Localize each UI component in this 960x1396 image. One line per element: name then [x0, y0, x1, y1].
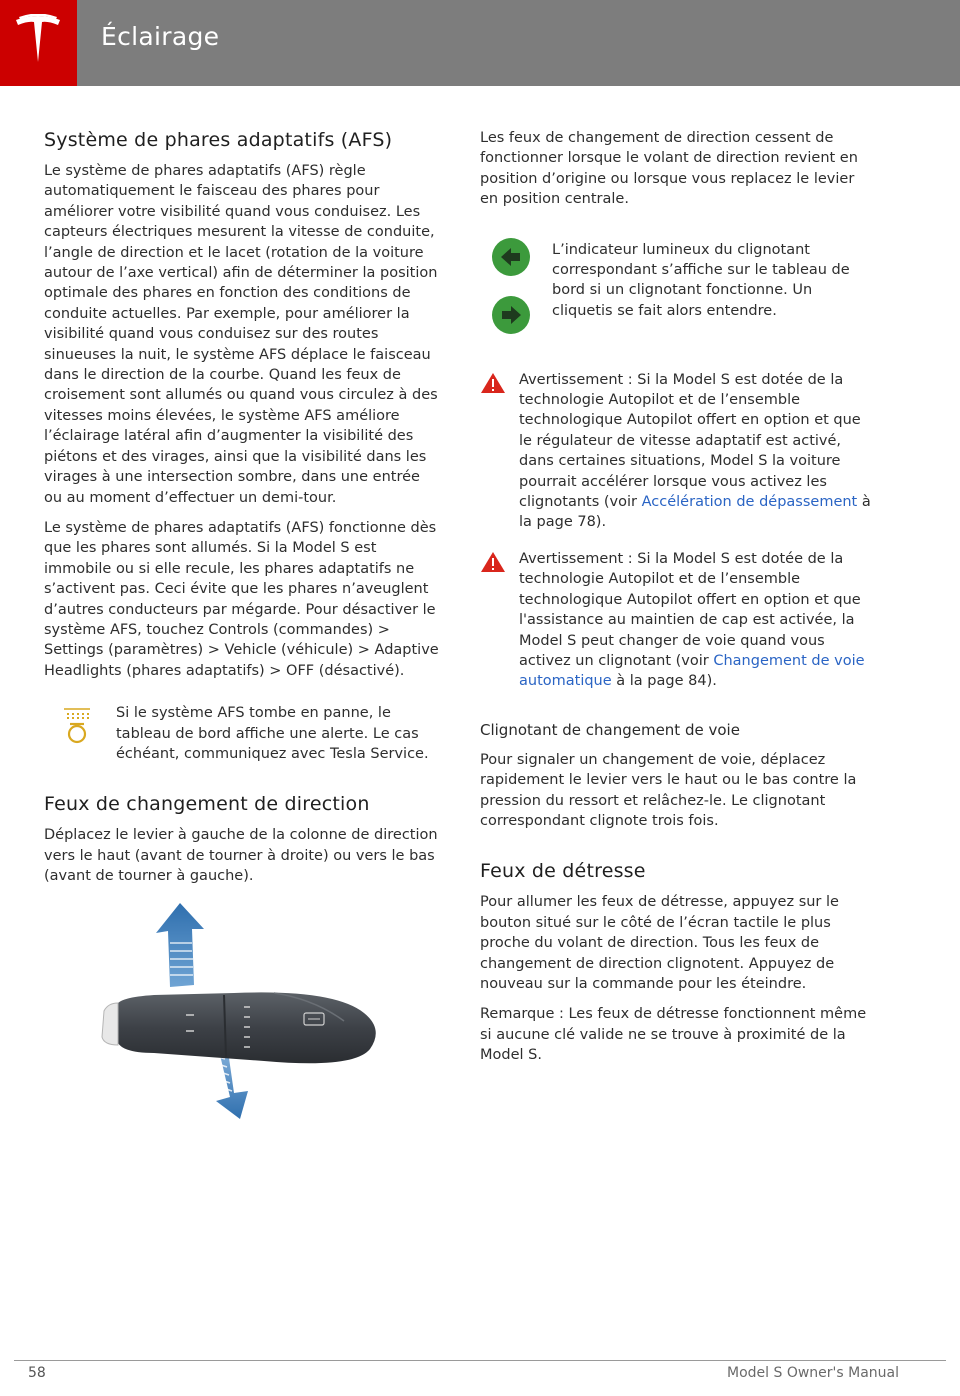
page-number: 58 — [28, 1365, 46, 1381]
stalk-diagram — [44, 903, 440, 1133]
afs-paragraph-1: Le système de phares adaptatifs (AFS) règle automatiquement le faisceau des phares pour améliorer votre visibilité quand vous conduisez. Les capteurs électriques mesurent la vitesse de conduite, l’angle de direction et le lacet (rotation de la voiture autour de l’axe vertical) afin de déterminer la position optimale des phares en fonction des conditions de conduite actuelles. Par exemple, pour améliorer la visibilité quand vous conduisez sur des routes sinueuses la nuit, le système AFS déplace le faisceau dans le direction de la courbe. Quand les feux de croisement sont allumés ou quand vous circulez à des vitesses moins élevées, le système AFS améliore l’éclairage latéral afin d’augmenter la visibilité des piétons et des virages, ainsi que la visibilité dans les virages à une intersection sombre, dans une entrée ou au moment d’effectuer un demi-tour. — [44, 163, 438, 506]
hazard-heading: Feux de détresse — [480, 860, 646, 883]
warning-triangle-icon — [480, 372, 506, 398]
page-header — [0, 0, 960, 86]
hazard-note: Remarque : Les feux de détresse fonctionnent même si aucune clé valide ne se trouve à proximité de la Model S. — [480, 1006, 867, 1064]
page-title: Éclairage — [101, 22, 220, 51]
warning-triangle-icon — [480, 551, 506, 577]
turn-signals-paragraph-2: Les feux de changement de direction cessent de fonctionner lorsque le volant de direction revient en position d’origine ou lorsque vous replacez le levier en position centrale. — [480, 130, 858, 208]
arrow-up-icon — [156, 903, 204, 987]
warning-auto-lane-change — [480, 549, 874, 692]
turn-signal-stalk-illustration — [44, 903, 440, 1133]
warning-1-text — [519, 370, 874, 533]
warning-2-text — [519, 549, 874, 692]
manual-name: Model S Owner's Manual — [727, 1365, 899, 1381]
left-column — [44, 128, 440, 1133]
warning-2-text-end: à la page 84). — [611, 673, 717, 690]
turn-indicator-note — [480, 240, 874, 340]
auto-lane-change-link[interactable]: Changement de voie automatique — [519, 652, 865, 690]
indicator-note-text: L’indicateur lumineux du clignotant correspondant s’affiche sur le tableau de bord si un clignotant fonctionne. Un cliquetis se fait alors entendre. — [552, 241, 850, 319]
warning-1-text-start: Avertissement : Si la Model S est dotée de la technologie Autopilot et de l’ensemble technologique Autopilot offert en option et que le régulateur de vitesse adaptatif est activé, dans certaines situations, Model S la voiture pourrait accélérer lorsque vous activez les clignotants (voir — [519, 371, 861, 511]
afs-paragraph-2: Le système de phares adaptatifs (AFS) fonctionne dès que les phares sont allumés. Si la Model S est immobile ou si elle recule, les phares adaptatifs ne s’activent pas. Ceci évite que les phares n’aveuglent d’autres conducteurs par mégarde. Pour désactiver le système AFS, touchez Controls (commandes) > Settings (paramètres) > Vehicle (véhicule) > Adaptive Headlights (phares adaptatifs) > OFF (désactivé). — [44, 519, 439, 679]
overtake-acceleration-link[interactable]: Accélération de dépassement — [641, 494, 858, 511]
hazard-paragraph: Pour allumer les feux de détresse, appuyez sur le bouton situé sur le côté de l’écran tactile le plus proche du volant de direction. Tous les feux de changement de direction clignotent. Appuyez de nouveau sur la commande pour les éteindre. — [480, 894, 839, 992]
tesla-logo — [0, 0, 77, 86]
warning-1-text-end: à la page 78). — [519, 494, 871, 531]
lane-change-paragraph: Pour signaler un changement de voie, déplacez rapidement le levier vers le haut ou le bas contre la pression du ressort et relâchez-le. Le clignotant correspondant clignote trois fois. — [480, 751, 857, 829]
lane-change-subheading: Clignotant de changement de voie — [480, 720, 740, 739]
turn-right-indicator-icon — [492, 296, 530, 334]
turn-signals-heading: Feux de changement de direction — [44, 793, 370, 816]
afs-heading: Système de phares adaptatifs (AFS) — [44, 129, 393, 151]
footer-divider — [14, 1360, 946, 1361]
afs-note-text: Si le système AFS tombe en panne, le tableau de bord affiche une alerte. Le cas échéant, communiquez avec Tesla Service. — [116, 705, 429, 762]
turn-left-indicator-icon — [492, 238, 530, 276]
adaptive-headlight-warning-icon — [60, 707, 94, 751]
turn-signals-paragraph-1: Déplacez le levier à gauche de la colonne de direction vers le haut (avant de tourner à droite) ou vers le bas (avant de tourner à gauche). — [44, 827, 438, 885]
right-column — [480, 128, 874, 1076]
afs-failure-note — [44, 703, 440, 764]
tesla-logo-icon — [14, 14, 62, 70]
stalk-lever — [102, 992, 376, 1063]
warning-overtake-acceleration — [480, 370, 874, 533]
warning-2-text-start: Avertissement : Si la Model S est dotée de la technologie Autopilot et de l’ensemble technologique Autopilot offert en option et que l'assistance au maintien de cap est activée, la Model S peut changer de voie quand vous activez un clignotant (voir — [519, 550, 861, 669]
